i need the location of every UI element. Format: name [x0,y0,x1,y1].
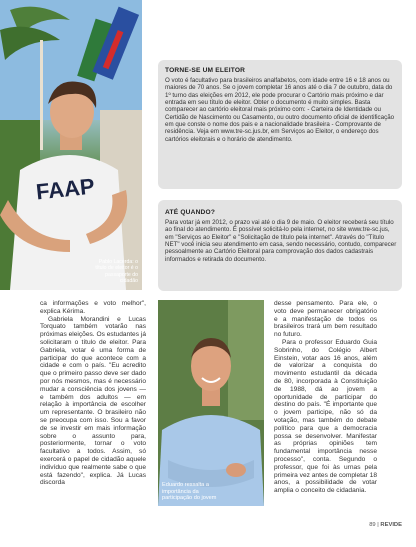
shirt-text: FAAP [34,173,96,205]
box-title: TORNE-SE UM ELEITOR [165,67,246,74]
paragraph: Gabriela Morandini e Lucas Torquato também votarão nas próximas eleições. Os estudantes já solicitaram o título de eleitor. Para Gabriela, votar é uma forma de participar do que acontece com a cidade e com o país. "Eu acredito que o primeiro passo deve ser dado por nós mesmos, mas é necessário mudar a consciência dos jovens — e também dos adultos — em relação à importância de escolher um representante. O brasileiro não se preocupa com isso. Sou a favor de se investir em mais informação sobre o assunto para, posteriormente, tornar o voto facultativo a todos. Assim, só exercerá o papel de cidadão aquele indivíduo que realmente sabe o que está fazendo", explica. Já Lucas discorda [40,315,146,487]
paragraph: desse pensamento. Para ele, o voto deve permanecer obrigatório e a manifestação de todos os brasileiros trará um bem resultado no futuro. [274,300,377,339]
photo-eduardo-illustration [158,300,264,506]
paragraph: ca informações e voto melhor", explica Kérima. [40,300,146,315]
photo-pablo [0,0,142,290]
box-text: O voto é facultativo para brasileiros analfabetos, com idade entre 16 e 18 anos ou maiores de 70 anos. Se o jovem completar 16 anos até o dia 7 de outubro, data do 1º turno das eleições em 2012, ele pode procurar o Cartório mais próximo e dar entrada em seu título de eleitor. Obter o documento é muito simples. Basta comparecer ao cartório eleitoral mais próximo com: - Carteira de Identidade ou Certidão de Nascimento ou Casamento, ou outro documento oficial de identificação em que conste o nome dos pais e a nacionalidade brasileira - Comprovante de residência. Veja em www.tre-sc.jus.br, em Serviços ao Eleitor, o endereço dos cartórios eleitorais e o horário de atendimento. [165,77,395,143]
photo-pablo-illustration [0,0,142,290]
article-column-right [274,300,377,495]
photo-caption: Pablo Lacerda: o título de eleitor é o passaporte do cidadão [95,259,138,284]
magazine-name: REVIDE [380,522,402,528]
photo-caption: Eduardo ressalta a importância da participação do jovem [162,482,217,502]
paragraph: Para o professor Eduardo Guia Sobrinho, do Colégio Albert Einstein, votar aos 16 anos, além de valorizar a conquista do movimento estudantil da década de 80, incorporada à Constituição de 1988, dá ao jovem a oportunidade de participar do destino do país. "É importante que o jovem participe, não só da votação, mas também do debate político para que a democracia possa se desenvolver. Manifestar as próprias opiniões tem fundamental importância nesse processo", conta. Segundo o professor, que foi às urnas pela primeira vez antes de completar 18 anos, a possibilidade de votar amplia o conceito de cidadania. [274,338,377,495]
sidebar-box-register [158,60,402,189]
box-title: ATÉ QUANDO? [165,209,216,216]
folio-separator: | [377,522,379,528]
sidebar-box-deadline [158,200,402,291]
photo-eduardo [158,300,264,506]
box-text: Para votar já em 2012, o prazo vai até o dia 9 de maio. O eleitor receberá seu título ao final do atendimento. É possível solicitá-lo pela internet, no site www.tre-sc.jus, em "Serviços ao Eleitor" e "Solicitação de título pela internet". Através do "Título NET" você inicia seu atendimento em casa, sendo necessário, contudo, comparecer pessoalmente ao Cartório Eleitoral para comprovação dos dados cadastrais informados e retirada do documento. [165,219,397,263]
article-column-left [40,300,146,487]
page-number: 89 [369,522,376,528]
page-folio [369,522,402,528]
